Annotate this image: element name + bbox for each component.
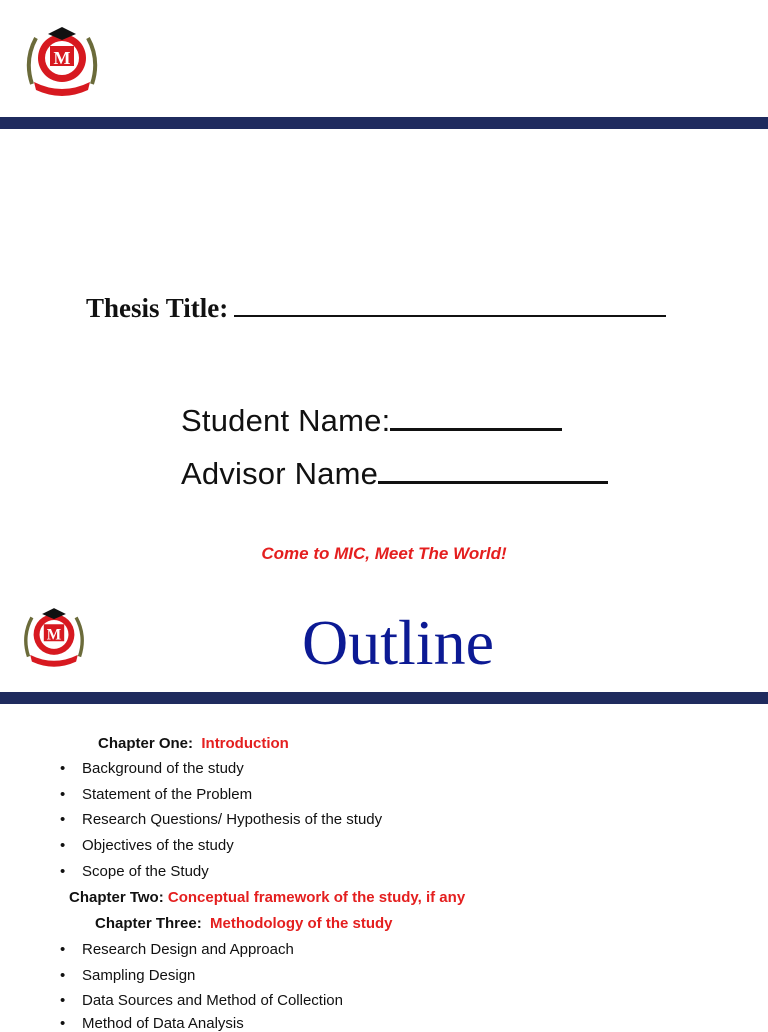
mic-logo [22,24,102,98]
logo-letter-small: M [46,626,62,644]
list-item [60,786,252,803]
list-item [60,992,343,1009]
list-item-text: Research Questions/ Hypothesis of the study [82,811,383,828]
chapter-one-topic: Introduction [201,735,289,752]
advisor-name-blank [378,455,608,484]
bullet-icon: • [60,967,66,984]
bullet-icon: • [60,811,66,828]
student-name-label: Student Name: [181,403,391,438]
student-name-blank [390,402,562,431]
chapter-two-heading [69,889,465,906]
bullet-icon: • [60,760,66,777]
bullet-icon: • [60,837,66,854]
chapter-three-heading [95,915,393,932]
mic-logo-small-emblem [20,604,88,670]
list-item-text: Background of the study [82,760,244,777]
bullet-icon: • [60,992,66,1009]
list-item-text: Research Design and Approach [82,941,294,958]
thesis-title-line [86,293,666,324]
mic-logo-emblem [22,24,102,98]
chapter-one-label: Chapter One: [98,735,194,752]
chapter-two-label: Chapter Two: [69,889,164,906]
list-item [60,863,209,880]
chapter-two-topic: Conceptual framework of the study, if any [167,889,466,906]
mic-logo-small [20,604,88,670]
list-item-text: Objectives of the study [82,837,234,854]
list-item-text: Sampling Design [82,967,196,984]
thesis-title-blank [234,295,666,317]
chapter-three-topic: Methodology of the study [210,915,393,932]
student-name-line [181,402,562,439]
bullet-icon: • [60,863,66,880]
chapter-three-label: Chapter Three: [95,915,202,932]
list-item-text: Statement of the Problem [82,786,253,803]
slogan: Come to MIC, Meet The World! [261,544,507,563]
list-item [60,967,195,984]
header-band-bottom [0,692,768,704]
bullet-icon: • [60,941,66,958]
header-band-top [0,117,768,129]
list-item [60,811,382,828]
list-item-text: Scope of the Study [82,863,209,880]
thesis-title-label: Thesis Title: [86,293,229,323]
list-item-text: Data Sources and Method of Collection [82,992,343,1009]
advisor-name-line [181,455,608,492]
logo-letter: M [53,48,71,68]
bullet-icon: • [60,786,66,803]
outline-title: Outline [302,607,494,678]
chapter-one-heading [98,735,289,752]
bullet-icon: • [60,1015,66,1032]
advisor-name-label: Advisor Name [181,456,379,491]
list-item [60,941,294,958]
list-item [60,837,234,854]
list-item-text: Method of Data Analysis [82,1015,244,1032]
list-item [60,760,244,777]
